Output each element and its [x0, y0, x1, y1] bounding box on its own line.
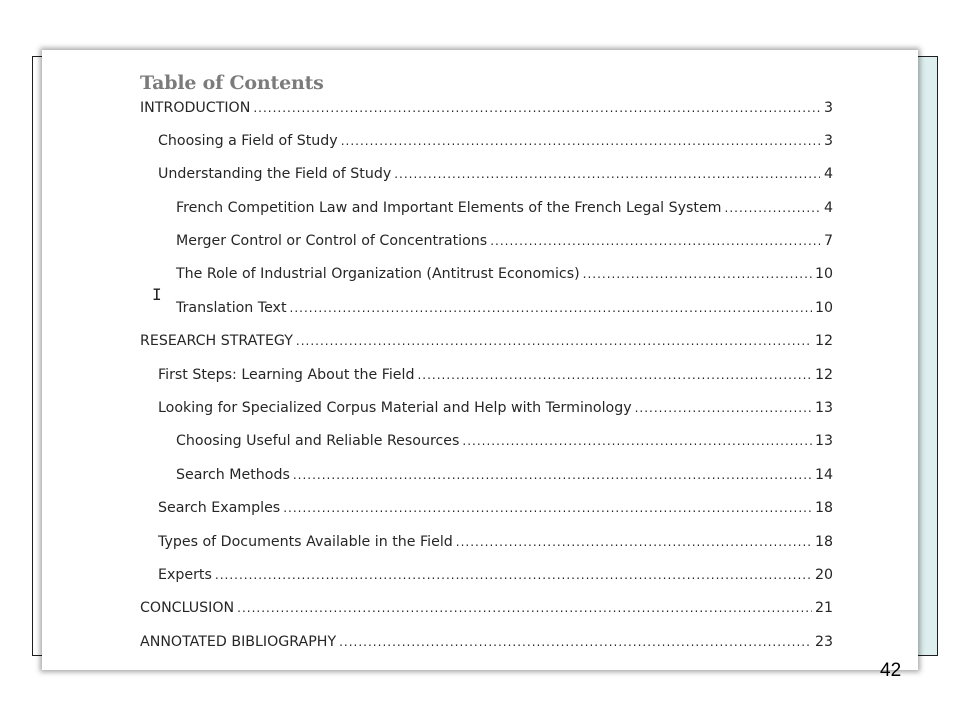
toc-entry[interactable] [176, 266, 833, 288]
toc-entry-text: Understanding the Field of Study [158, 166, 392, 182]
toc-leader-dots [341, 134, 820, 148]
toc-entry[interactable] [176, 233, 833, 255]
toc-leader-dots [417, 368, 811, 382]
toc-entry[interactable] [176, 200, 833, 222]
toc-entry-page: 21 [814, 600, 833, 616]
toc-leader-dots [490, 234, 820, 248]
toc-leader-dots [237, 601, 812, 615]
toc-entry-text: First Steps: Learning About the Field [158, 367, 415, 383]
toc-entry-text: Search Examples [158, 500, 281, 516]
document-page [42, 50, 918, 670]
toc-leader-dots [456, 535, 812, 549]
toc-entry-page: 10 [814, 266, 833, 282]
frame-side-strip [918, 57, 937, 655]
toc-entry-page: 14 [814, 467, 833, 483]
toc-entry[interactable] [176, 433, 833, 455]
toc-entry[interactable] [140, 100, 833, 122]
toc-entry-page: 13 [814, 433, 833, 449]
toc-entry[interactable] [158, 400, 833, 422]
toc-entry-text: Translation Text [176, 300, 287, 316]
toc-entry-page: 18 [814, 534, 833, 550]
toc-entry-page: 4 [823, 200, 833, 216]
toc-entry-page: 13 [814, 400, 833, 416]
toc-leader-dots [283, 501, 812, 515]
toc-entry-page: 4 [823, 166, 833, 182]
toc-entry-page: 18 [814, 500, 833, 516]
toc-entry-page: 23 [814, 634, 833, 650]
toc-entry[interactable] [158, 567, 833, 589]
toc-leader-dots [725, 201, 821, 215]
toc-leader-dots [394, 167, 820, 181]
toc-entry[interactable] [158, 166, 833, 188]
toc-entry-text: RESEARCH STRATEGY [140, 333, 293, 349]
toc-entry[interactable] [140, 634, 833, 656]
toc-entry-page: 3 [823, 133, 833, 149]
toc-leader-dots [253, 101, 820, 115]
toc-title: Table of Contents [140, 72, 324, 94]
toc-entry-text: The Role of Industrial Organization (Antitrust Economics) [176, 266, 580, 282]
toc-leader-dots [339, 635, 812, 649]
toc-entry[interactable] [140, 600, 833, 622]
toc-entry-text: INTRODUCTION [140, 100, 251, 116]
toc-entry[interactable] [158, 367, 833, 389]
toc-entry-text: Experts [158, 567, 212, 583]
toc-entry[interactable] [176, 467, 833, 489]
toc-leader-dots [290, 301, 812, 315]
toc-entry-text: Choosing a Field of Study [158, 133, 338, 149]
toc-entry-page: 12 [814, 333, 833, 349]
toc-entry[interactable] [140, 333, 833, 355]
text-cursor-icon: I [152, 285, 162, 304]
toc-leader-dots [296, 334, 812, 348]
toc-entry-text: CONCLUSION [140, 600, 235, 616]
toc-entry-text: Search Methods [176, 467, 290, 483]
toc-entry-page: 20 [814, 567, 833, 583]
toc-entry[interactable] [158, 500, 833, 522]
toc-entry-page: 10 [814, 300, 833, 316]
toc-entry-text: Types of Documents Available in the Field [158, 534, 453, 550]
toc-entry-page: 7 [823, 233, 833, 249]
toc-leader-dots [462, 434, 812, 448]
toc-entry-text: French Competition Law and Important Elements of the French Legal System [176, 200, 722, 216]
toc-entry[interactable] [158, 133, 833, 155]
toc-leader-dots [635, 401, 812, 415]
toc-entry-text: Merger Control or Control of Concentrations [176, 233, 488, 249]
toc-leader-dots [583, 267, 812, 281]
toc-entry[interactable] [176, 300, 833, 322]
toc-leader-dots [215, 568, 812, 582]
toc-entry-text: ANNOTATED BIBLIOGRAPHY [140, 634, 337, 650]
slide-number: 42 [880, 660, 902, 681]
toc-entry-text: Looking for Specialized Corpus Material and Help with Terminology [158, 400, 632, 416]
toc-entry[interactable] [158, 534, 833, 556]
toc-entry-text: Choosing Useful and Reliable Resources [176, 433, 460, 449]
toc-entry-page: 12 [814, 367, 833, 383]
toc-leader-dots [293, 468, 812, 482]
toc-entry-page: 3 [823, 100, 833, 116]
